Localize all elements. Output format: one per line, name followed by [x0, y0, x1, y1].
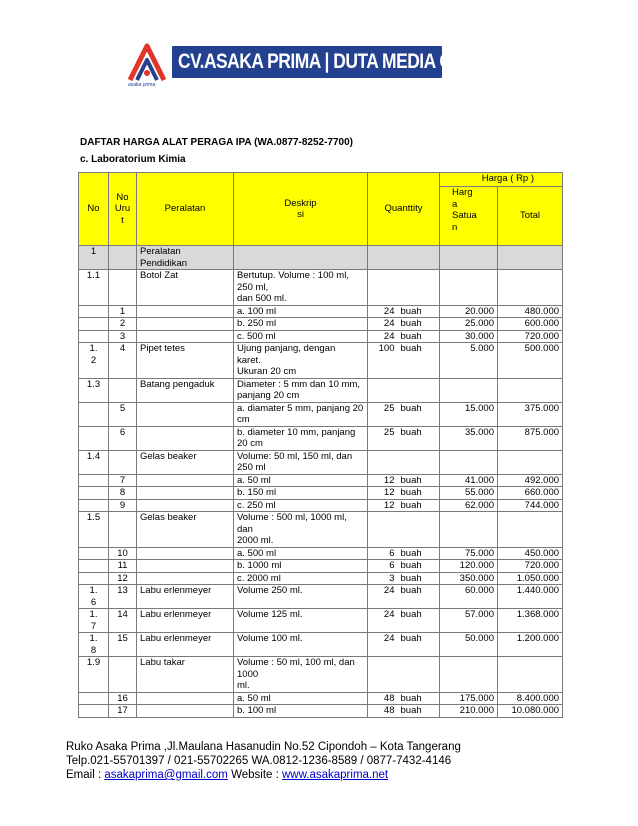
row-unit [398, 512, 440, 548]
row-unit: buah [398, 426, 440, 450]
row-harga-satuan: 30.000 [440, 330, 498, 343]
row-total: 720.000 [498, 560, 563, 573]
row-no-urut: 17 [109, 705, 137, 718]
row-no-urut [109, 378, 137, 402]
row-harga-satuan: 75.000 [440, 547, 498, 560]
row-no: 1. 2 [79, 343, 109, 379]
row-quantity: 100 [368, 343, 398, 379]
row-quantity: 6 [368, 547, 398, 560]
row-total [498, 270, 563, 306]
table-row [79, 512, 563, 548]
row-unit: buah [398, 318, 440, 331]
email-link[interactable]: asakaprima@gmail.com [104, 769, 228, 781]
col-header-harga-group: Harga ( Rp ) [440, 173, 563, 187]
row-no [79, 305, 109, 318]
row-total: 720.000 [498, 330, 563, 343]
row-deskripsi: b. 250 ml [234, 318, 368, 331]
row-unit: buah [398, 560, 440, 573]
row-total: 660.000 [498, 487, 563, 500]
row-unit: buah [398, 585, 440, 609]
row-harga-satuan: 50.000 [440, 633, 498, 657]
row-no-urut: 11 [109, 560, 137, 573]
row-peralatan [137, 572, 234, 585]
row-no-urut: 3 [109, 330, 137, 343]
row-peralatan: Labu erlenmeyer [137, 609, 234, 633]
row-no [79, 426, 109, 450]
row-total: 875.000 [498, 426, 563, 450]
row-harga-satuan: 15.000 [440, 402, 498, 426]
row-no [79, 705, 109, 718]
row-no [79, 560, 109, 573]
row-harga-satuan [440, 270, 498, 306]
row-unit [398, 378, 440, 402]
row-unit: buah [398, 499, 440, 512]
row-unit: buah [398, 692, 440, 705]
row-peralatan: Gelas beaker [137, 512, 234, 548]
section-label: Peralatan Pendidikan [137, 246, 234, 270]
table-row [79, 330, 563, 343]
row-peralatan: Batang pengaduk [137, 378, 234, 402]
table-row [79, 474, 563, 487]
row-no [79, 330, 109, 343]
table-header-row-1 [79, 173, 563, 187]
row-total: 1.050.000 [498, 572, 563, 585]
company-header [124, 40, 501, 90]
col-header-no-urut: No Uru t [109, 173, 137, 246]
asaka-prima-logo-icon [124, 40, 170, 84]
row-harga-satuan [440, 512, 498, 548]
row-unit: buah [398, 572, 440, 585]
row-total [498, 512, 563, 548]
row-no-urut: 13 [109, 585, 137, 609]
row-harga-satuan: 57.000 [440, 609, 498, 633]
row-peralatan [137, 499, 234, 512]
row-quantity: 12 [368, 474, 398, 487]
col-header-harga-satuan: Harg a Satua n [440, 187, 498, 246]
row-quantity: 24 [368, 305, 398, 318]
row-no: 1.9 [79, 657, 109, 693]
row-total: 10.080.000 [498, 705, 563, 718]
row-total: 1.368.000 [498, 609, 563, 633]
row-total: 744.000 [498, 499, 563, 512]
row-deskripsi: a. diamater 5 mm, panjang 20 cm [234, 402, 368, 426]
row-deskripsi: Volume 125 ml. [234, 609, 368, 633]
row-total: 1.440.000 [498, 585, 563, 609]
row-deskripsi: Bertutup. Volume : 100 ml, 250 ml, dan 500 ml. [234, 270, 368, 306]
row-unit: buah [398, 633, 440, 657]
row-deskripsi: Volume : 50 ml, 100 ml, dan 1000 ml. [234, 657, 368, 693]
row-deskripsi: b. 100 ml [234, 705, 368, 718]
row-no [79, 318, 109, 331]
row-no-urut: 14 [109, 609, 137, 633]
row-deskripsi: c. 500 ml [234, 330, 368, 343]
row-quantity: 24 [368, 609, 398, 633]
row-quantity: 48 [368, 705, 398, 718]
row-unit: buah [398, 705, 440, 718]
row-total: 480.000 [498, 305, 563, 318]
row-harga-satuan: 120.000 [440, 560, 498, 573]
row-no [79, 474, 109, 487]
footer-contact [66, 768, 461, 782]
row-peralatan: Labu erlenmeyer [137, 633, 234, 657]
table-row [79, 450, 563, 474]
logo-caption: asaka prima [128, 82, 156, 88]
price-table-body [79, 270, 563, 718]
table-row [79, 487, 563, 500]
row-harga-satuan: 55.000 [440, 487, 498, 500]
col-header-no: No [79, 173, 109, 246]
document-subtitle: c. Laboratorium Kimia [80, 154, 186, 165]
row-unit: buah [398, 330, 440, 343]
row-harga-satuan [440, 378, 498, 402]
brand-banner [172, 46, 501, 78]
col-header-quantity: Quanttity [368, 173, 440, 246]
row-quantity [368, 512, 398, 548]
row-peralatan: Pipet tetes [137, 343, 234, 379]
table-row [79, 585, 563, 609]
table-row [79, 343, 563, 379]
row-peralatan [137, 426, 234, 450]
row-deskripsi: a. 50 ml [234, 692, 368, 705]
row-total: 8.400.000 [498, 692, 563, 705]
row-no-urut: 12 [109, 572, 137, 585]
row-harga-satuan: 210.000 [440, 705, 498, 718]
row-harga-satuan: 25.000 [440, 318, 498, 331]
row-quantity: 3 [368, 572, 398, 585]
table-row [79, 270, 563, 306]
row-no-urut: 9 [109, 499, 137, 512]
row-no-urut [109, 657, 137, 693]
row-quantity: 24 [368, 330, 398, 343]
row-total: 450.000 [498, 547, 563, 560]
row-peralatan [137, 547, 234, 560]
table-row [79, 426, 563, 450]
row-no-urut: 10 [109, 547, 137, 560]
row-harga-satuan: 41.000 [440, 474, 498, 487]
row-deskripsi: Volume : 500 ml, 1000 ml, dan 2000 ml. [234, 512, 368, 548]
row-no-urut: 8 [109, 487, 137, 500]
row-peralatan: Labu erlenmeyer [137, 585, 234, 609]
row-no-urut: 7 [109, 474, 137, 487]
document-title: DAFTAR HARGA ALAT PERAGA IPA (WA.0877-8252-7700) [80, 137, 354, 148]
row-harga-satuan [440, 657, 498, 693]
footer-phones: Telp.021-55701397 / 021-55702265 WA.0812-1236-8589 / 0877-7432-4146 [66, 755, 452, 767]
row-harga-satuan [440, 450, 498, 474]
row-quantity: 24 [368, 585, 398, 609]
row-peralatan: Botol Zat [137, 270, 234, 306]
row-unit [398, 657, 440, 693]
row-no-urut: 2 [109, 318, 137, 331]
row-quantity [368, 270, 398, 306]
row-no [79, 402, 109, 426]
row-deskripsi: Volume: 50 ml, 150 ml, dan 250 ml [234, 450, 368, 474]
row-total [498, 657, 563, 693]
row-unit: buah [398, 547, 440, 560]
row-quantity: 6 [368, 560, 398, 573]
row-no [79, 487, 109, 500]
table-row [79, 402, 563, 426]
row-peralatan: Labu takar [137, 657, 234, 693]
row-no: 1. 7 [79, 609, 109, 633]
row-peralatan [137, 305, 234, 318]
table-row [79, 499, 563, 512]
row-no: 1.3 [79, 378, 109, 402]
table-row [79, 560, 563, 573]
price-table [78, 172, 563, 718]
row-harga-satuan: 175.000 [440, 692, 498, 705]
row-total: 492.000 [498, 474, 563, 487]
row-no: 1.4 [79, 450, 109, 474]
row-unit: buah [398, 609, 440, 633]
row-deskripsi: a. 100 ml [234, 305, 368, 318]
footer-address: Ruko Asaka Prima ,Jl.Maulana Hasanudin No.52 Cipondoh – Kota Tangerang [66, 741, 461, 753]
row-quantity: 24 [368, 633, 398, 657]
row-deskripsi: Ujung panjang, dengan karet. Ukuran 20 cm [234, 343, 368, 379]
website-label: Website : [227, 769, 282, 781]
row-peralatan: Gelas beaker [137, 450, 234, 474]
row-unit [398, 450, 440, 474]
row-deskripsi: b. 150 ml [234, 487, 368, 500]
row-no-urut [109, 450, 137, 474]
row-no-urut: 6 [109, 426, 137, 450]
row-unit: buah [398, 402, 440, 426]
row-unit [398, 270, 440, 306]
row-peralatan [137, 560, 234, 573]
table-row [79, 572, 563, 585]
section-row [79, 246, 563, 270]
row-harga-satuan: 350.000 [440, 572, 498, 585]
row-no-urut [109, 270, 137, 306]
table-row [79, 305, 563, 318]
row-quantity: 25 [368, 402, 398, 426]
row-no-urut: 5 [109, 402, 137, 426]
row-no [79, 692, 109, 705]
table-row [79, 609, 563, 633]
row-total: 1.200.000 [498, 633, 563, 657]
row-quantity [368, 378, 398, 402]
row-harga-satuan: 20.000 [440, 305, 498, 318]
row-deskripsi: c. 250 ml [234, 499, 368, 512]
row-unit: buah [398, 343, 440, 379]
row-unit: buah [398, 487, 440, 500]
row-no-urut: 15 [109, 633, 137, 657]
table-row [79, 705, 563, 718]
table-row [79, 378, 563, 402]
row-no-urut: 16 [109, 692, 137, 705]
row-quantity: 25 [368, 426, 398, 450]
row-quantity: 12 [368, 487, 398, 500]
table-row [79, 547, 563, 560]
row-deskripsi: Volume 250 ml. [234, 585, 368, 609]
row-unit: buah [398, 305, 440, 318]
row-quantity: 48 [368, 692, 398, 705]
row-peralatan [137, 318, 234, 331]
row-peralatan [137, 330, 234, 343]
row-no: 1.5 [79, 512, 109, 548]
row-no-urut: 1 [109, 305, 137, 318]
row-deskripsi: Diameter : 5 mm dan 10 mm, panjang 20 cm [234, 378, 368, 402]
company-footer [66, 740, 461, 782]
row-harga-satuan: 35.000 [440, 426, 498, 450]
row-quantity [368, 657, 398, 693]
row-deskripsi: b. 1000 ml [234, 560, 368, 573]
row-no [79, 572, 109, 585]
row-peralatan [137, 474, 234, 487]
row-harga-satuan: 5.000 [440, 343, 498, 379]
row-deskripsi: b. diameter 10 mm, panjang 20 cm [234, 426, 368, 450]
row-no: 1. 8 [79, 633, 109, 657]
row-no: 1. 6 [79, 585, 109, 609]
row-no: 1.1 [79, 270, 109, 306]
row-total: 500.000 [498, 343, 563, 379]
col-header-peralatan: Peralatan [137, 173, 234, 246]
col-header-total: Total [498, 187, 563, 246]
table-row [79, 633, 563, 657]
table-row [79, 318, 563, 331]
row-harga-satuan: 60.000 [440, 585, 498, 609]
row-deskripsi: a. 50 ml [234, 474, 368, 487]
table-row [79, 692, 563, 705]
row-unit: buah [398, 474, 440, 487]
row-no-urut [109, 512, 137, 548]
table-row [79, 657, 563, 693]
row-peralatan [137, 402, 234, 426]
row-no [79, 547, 109, 560]
row-quantity [368, 450, 398, 474]
row-deskripsi: c. 2000 ml [234, 572, 368, 585]
row-harga-satuan: 62.000 [440, 499, 498, 512]
row-total [498, 378, 563, 402]
section-urut [109, 246, 137, 270]
row-quantity: 12 [368, 499, 398, 512]
row-total: 375.000 [498, 402, 563, 426]
row-total [498, 450, 563, 474]
email-label: Email : [66, 769, 105, 781]
website-link[interactable]: www.asakaprima.net [282, 769, 389, 781]
row-quantity: 24 [368, 318, 398, 331]
row-peralatan [137, 487, 234, 500]
row-no [79, 499, 109, 512]
col-header-deskripsi: Deskrip si [234, 173, 368, 246]
row-peralatan [137, 705, 234, 718]
row-deskripsi: a. 500 ml [234, 547, 368, 560]
brand-name: CV.ASAKA PRIMA | DUTA MEDIA GROUP [178, 50, 501, 73]
row-no-urut: 4 [109, 343, 137, 379]
section-no: 1 [79, 246, 109, 270]
row-peralatan [137, 692, 234, 705]
row-deskripsi: Volume 100 ml. [234, 633, 368, 657]
row-total: 600.000 [498, 318, 563, 331]
